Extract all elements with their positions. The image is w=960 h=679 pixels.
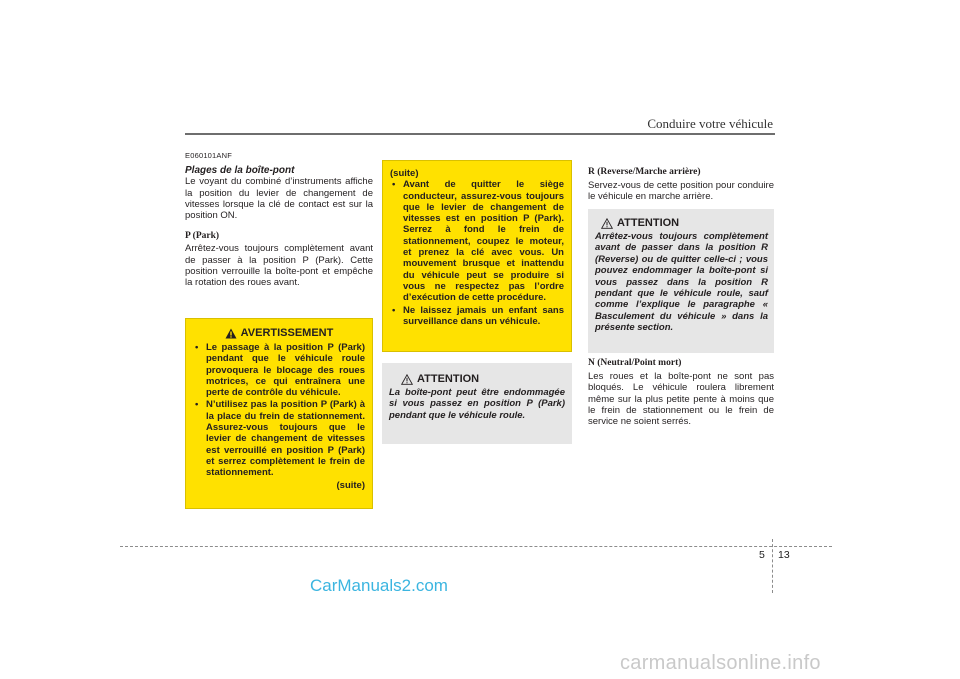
suite-item: • Ne laissez jamais un enfant sans surveillance dans un véhicule.	[390, 305, 564, 328]
watermark-carmanualsonline[interactable]: carmanualsonline.info	[620, 652, 821, 674]
attention-header	[595, 217, 768, 229]
park-paragraph: Arrêtez-vous toujours complètement avant de passer à la position P (Park). Cette position verrouille la boîte-pont et empêche la rotation des roues avant.	[185, 243, 373, 289]
neutral-heading: N (Neutral/Point mort)	[588, 358, 682, 368]
attention-title: ATTENTION	[417, 373, 480, 385]
caution-triangle-icon	[401, 374, 413, 385]
left-column	[185, 150, 373, 288]
warning-list	[193, 342, 365, 479]
warning-title: AVERTISSEMENT	[240, 327, 334, 339]
neutral-paragraph: Les roues et la boîte-pont ne sont pas bloqués. Le véhicule roulera librement même sur la plus petite pente à moins que le frein de stationnement ou le frein de service ne soient serrés.	[588, 371, 774, 428]
caution-triangle-icon	[601, 218, 613, 229]
page-divider	[772, 539, 773, 593]
section-code: E060101ANF	[185, 151, 233, 160]
attention-box-middle	[382, 363, 572, 444]
footer-rule	[120, 546, 832, 547]
section-title: Plages de la boîte-pont	[185, 165, 295, 177]
right-column-bottom	[588, 358, 774, 427]
attention-header	[389, 373, 565, 385]
warning-item: • Le passage à la position P (Park) pendant que le véhicule roule provoquera le blocage des roues motrices, ce qui entraînera une perte de contrôle du véhicule.	[193, 342, 365, 398]
warning-box-continued	[382, 160, 572, 352]
suite-list	[390, 179, 564, 327]
watermark-carmanuals2[interactable]: CarManuals2.com	[310, 576, 448, 595]
warning-box	[185, 318, 373, 509]
intro-paragraph: Le voyant du combiné d’instruments affiche la position du levier de changement de vitesses lorsque la clé de contact est sur la position ON.	[185, 176, 373, 222]
right-column-top	[588, 167, 774, 203]
attention-text: La boîte-pont peut être endommagée si vous passez en position P (Park) pendant que le véhicule roule.	[389, 387, 565, 421]
running-header: Conduire votre véhicule	[647, 116, 773, 131]
warning-box-header	[193, 327, 365, 339]
warning-triangle-icon	[225, 328, 237, 339]
suite-item: • Avant de quitter le siège conducteur, assurez-vous toujours que le levier de changement de vitesses est en position P (Park). Serrez à fond le frein de stationnement, coupez le moteur, et prenez la clé avec vous. Un mouvement brusque et inattendu du véhicule peut se produire si vous ne respectez pas l’ordre d’exécution de cette procédure.	[390, 179, 564, 303]
page-number: 13	[778, 549, 790, 561]
warning-item: • N’utilisez pas la position P (Park) à la place du frein de stationnement. Assurez-vous toujours que le levier de changement de vitesses est verrouillé en position P (Park) et serrez complètement le frein de stationnement.	[193, 399, 365, 478]
reverse-paragraph: Servez-vous de cette position pour conduire le véhicule en marche arrière.	[588, 180, 774, 203]
park-heading: P (Park)	[185, 231, 220, 242]
attention-title: ATTENTION	[617, 217, 680, 229]
warning-continued: (suite)	[336, 479, 365, 491]
suite-label: (suite)	[390, 168, 419, 179]
attention-box-right	[588, 209, 774, 353]
reverse-heading: R (Reverse/Marche arrière)	[588, 167, 701, 177]
attention-text: Arrêtez-vous toujours complètement avant de passer dans la position R (Reverse) ou de quitter celle-ci ; vous pouvez endommager la boîte-pont si vous passez dans la position R pendant que le véhicule roule, sauf comme l’explique le paragraphe « Basculement du véhicule » dans la présente section.	[595, 231, 768, 334]
header-rule	[185, 133, 775, 135]
chapter-number: 5	[759, 549, 765, 561]
